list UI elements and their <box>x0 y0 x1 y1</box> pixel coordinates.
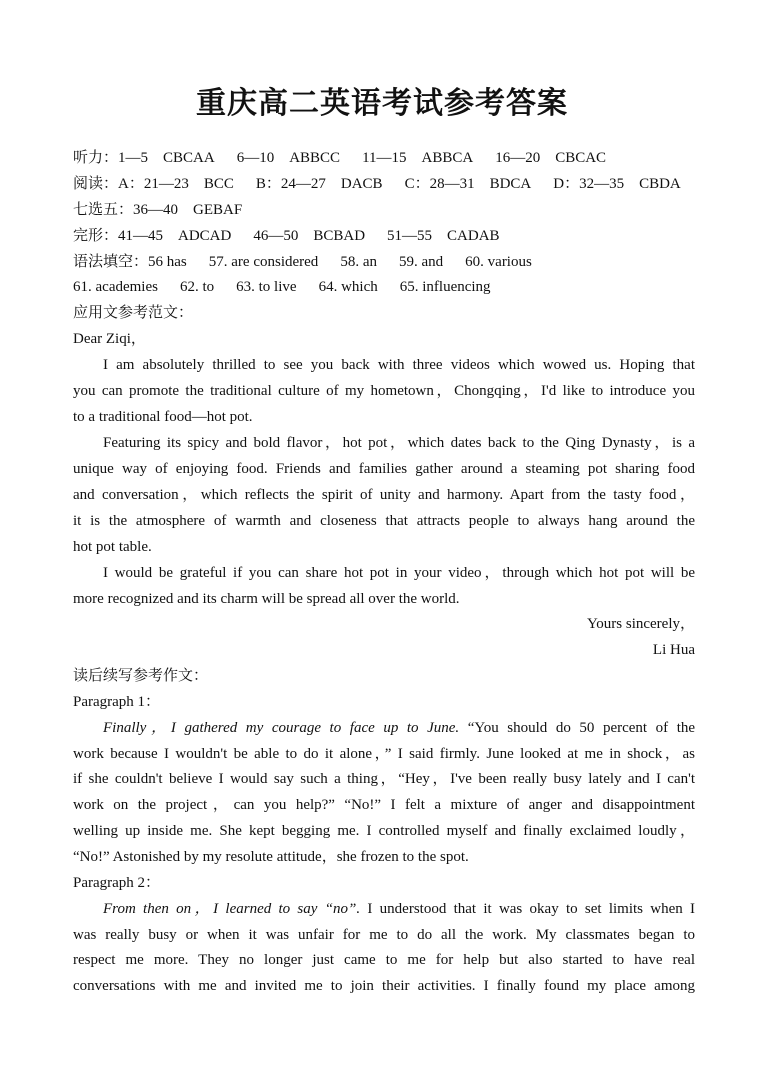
cloze-answers <box>73 226 695 246</box>
answer-group: 11—15 ABBCA <box>362 150 474 166</box>
answer-group: 51—55 CADAB <box>387 228 500 244</box>
answer-group: 62. to <box>179 279 215 295</box>
essay-line: work because I wouldn't be able to do it alone，” I said firmly. June looked at me in shock，as <box>73 746 695 762</box>
grammar-answers-continued <box>73 277 695 297</box>
answer-group: C：28—31 BDCA <box>404 176 532 192</box>
answer-group: 61. academies <box>73 279 158 295</box>
letter-line: and conversation，which reflects the spirit of unity and harmony. Apart from the tasty food， <box>73 487 695 503</box>
letter-line: to a traditional food—hot pot. <box>73 409 253 425</box>
answer-group: 60. various <box>465 254 532 270</box>
letter-line: hot pot table. <box>73 539 152 555</box>
grammar-label: 语法填空： <box>73 254 149 270</box>
answer-group: A：21—23 BCC <box>118 176 234 192</box>
essay-line: was really busy or when it was unfair for me to do all the work. My classmates began to <box>73 927 695 943</box>
letter-line: it is the atmosphere of warmth and closeness that attracts people to always hang around the <box>73 513 695 529</box>
answer-group: 1—5 CBCAA <box>118 150 215 166</box>
seven-five-answers <box>73 200 695 220</box>
letter-line: more recognized and its charm will be spread all over the world. <box>73 591 460 607</box>
answer-group: 57. are considered <box>208 254 319 270</box>
essay-line <box>73 899 695 919</box>
essay-line: welling up inside me. She kept begging me. I controlled myself and finally exclaimed loudly， <box>73 823 695 839</box>
answer-group: 6—10 ABBCC <box>236 150 341 166</box>
reading-label: 阅读： <box>73 176 119 192</box>
answer-group: 56 has <box>148 254 187 270</box>
letter-line: you can promote the traditional culture of my hometown，Chongqing，I'd like to introduce you <box>73 383 695 399</box>
seven-five-label: 七选五： <box>73 202 134 218</box>
answer-group: B：24—27 DACB <box>255 176 383 192</box>
essay-line <box>73 718 695 738</box>
essay-line: work on the project，can you help?” “No!” I felt a mixture of anger and disappointment <box>73 797 695 813</box>
answer-group: 36—40 GEBAF <box>133 202 243 218</box>
cloze-label: 完形： <box>73 228 119 244</box>
essay-line: if she couldn't believe I would say such a thing，“Hey，I've been really busy lately and I can't <box>73 771 695 787</box>
letter-signature: Li Hua <box>652 642 695 658</box>
essay-line: conversations with me and invited me to join their activities. I finally found my place among <box>73 978 695 994</box>
page-title: 重庆高二英语考试参考答案 <box>196 86 568 121</box>
answer-group: 41—45 ADCAD <box>118 228 232 244</box>
essay-text: I understood that it was okay to set limits when I <box>367 901 696 917</box>
letter-closing: Yours sincerely， <box>586 616 695 632</box>
letter-heading: 应用文参考范文： <box>73 305 194 321</box>
listening-answers <box>73 148 695 168</box>
letter-line: I am absolutely thrilled to see you back with three videos which wowed us. Hoping that <box>103 357 695 373</box>
letter-line: Featuring its spicy and bold flavor，hot pot，which dates back to the Qing Dynasty，is a <box>103 435 695 451</box>
answer-group: D：32—35 CBDA <box>553 176 681 192</box>
answer-group: 59. and <box>398 254 444 270</box>
answer-group: 64. which <box>318 279 378 295</box>
listening-label: 听力： <box>73 150 119 166</box>
reading-answers <box>73 174 695 194</box>
paragraph-lead-sentence: From then on，I learned to say “no”. <box>103 901 361 917</box>
letter-salutation: Dear Ziqi， <box>73 331 146 347</box>
answer-group: 63. to live <box>236 279 297 295</box>
essay-line: “No!” Astonished by my resolute attitude，she frozen to the spot. <box>73 849 469 865</box>
answer-group: 46—50 BCBAD <box>253 228 366 244</box>
answer-group: 58. an <box>340 254 377 270</box>
continuation-heading: 读后续写参考作文： <box>73 668 209 684</box>
essay-text: “You should do 50 percent of the <box>467 720 696 736</box>
essay-line: respect me more. They no longer just came to me for help but also started to have real <box>73 952 695 968</box>
answer-group: 65. influencing <box>399 279 491 295</box>
paragraph-2-label: Paragraph 2： <box>73 875 161 891</box>
grammar-answers <box>73 252 695 272</box>
letter-line: I would be grateful if you can share hot pot in your video，through which hot pot will be <box>103 565 695 581</box>
paragraph-lead-sentence: Finally，I gathered my courage to face up to June. <box>103 720 460 736</box>
letter-line: unique way of enjoying food. Friends and families gather around a steaming pot sharing food <box>73 461 695 477</box>
paragraph-1-label: Paragraph 1： <box>73 694 161 710</box>
answer-group: 16—20 CBCAC <box>495 150 607 166</box>
